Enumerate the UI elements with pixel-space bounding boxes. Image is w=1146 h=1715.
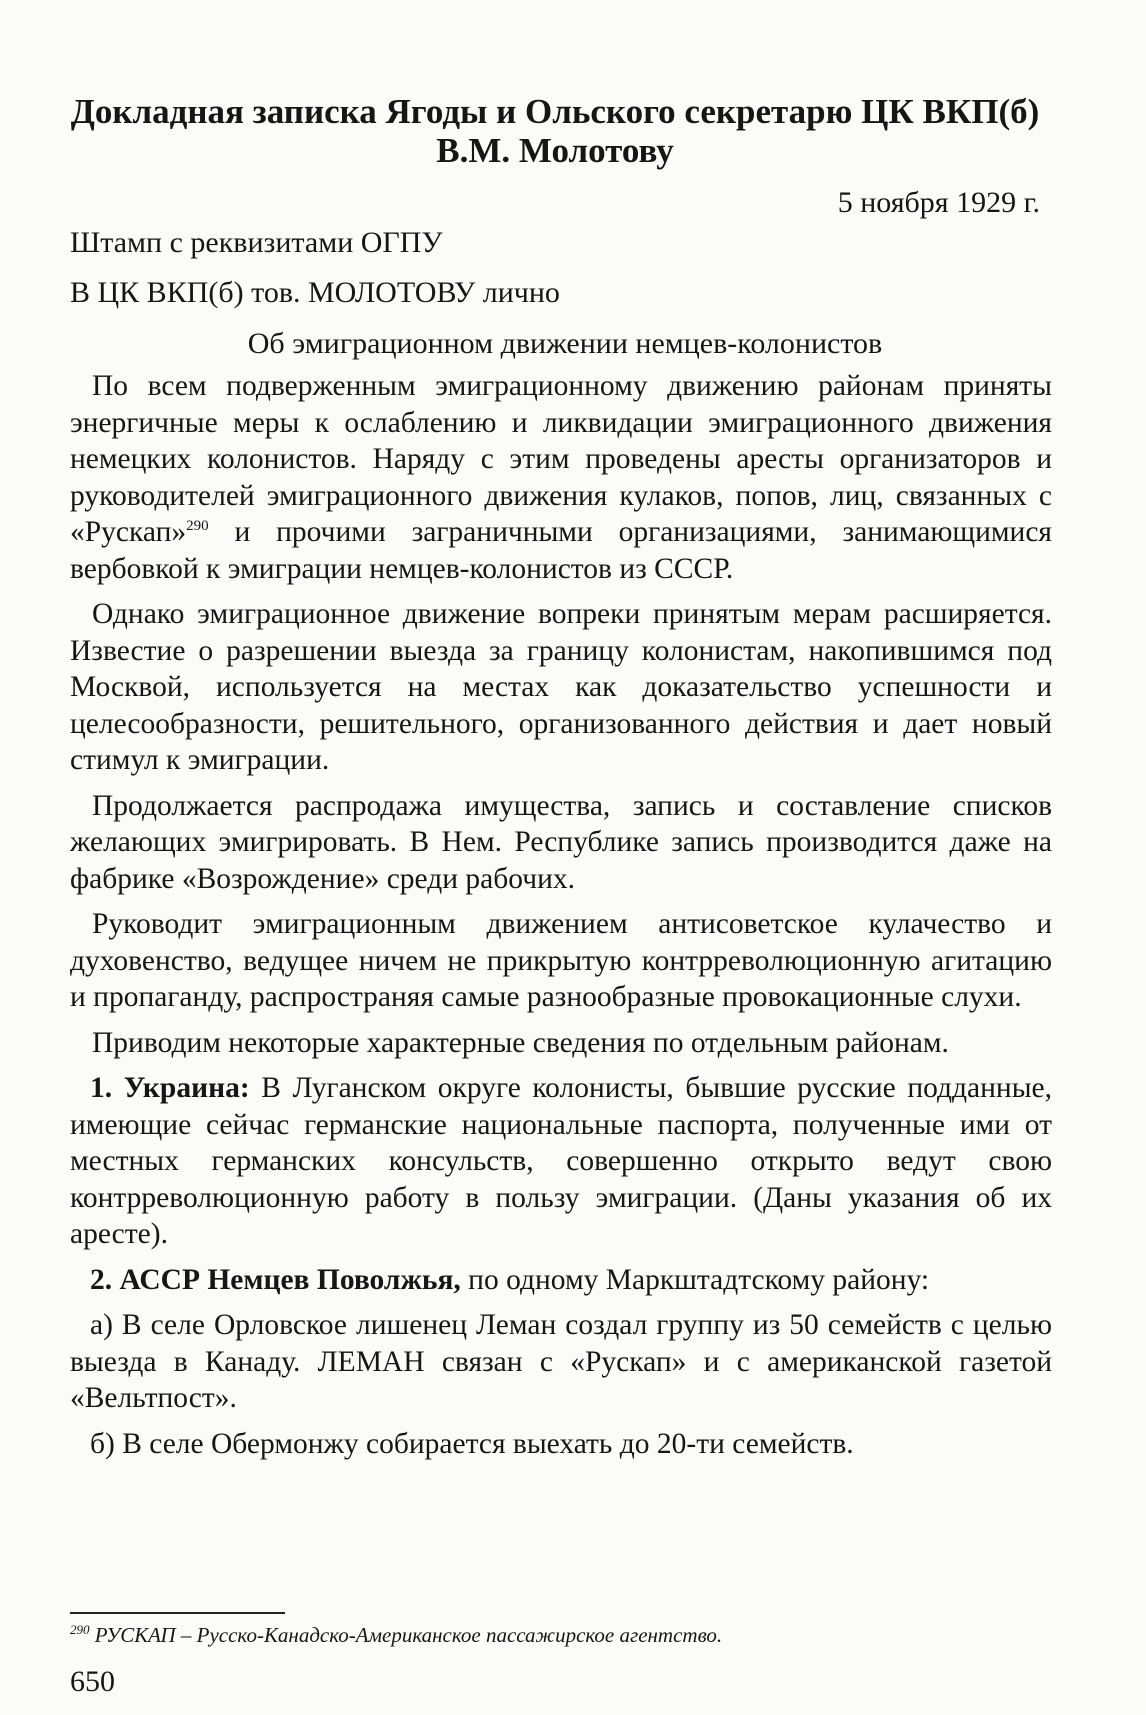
document-title: [60, 92, 1050, 170]
paragraph-item-a: а) В селе Орловское лишенец Леман создал группу из 50 семейств с целью выезда в Канаду. ЛЕМАН связан с «Рускап» и с американской газетой «Вельтпост».: [70, 1309, 1052, 1414]
footnote-number: 290: [70, 1622, 90, 1637]
footnote-divider: [70, 1612, 285, 1614]
document-body: [70, 368, 1052, 1471]
paragraph-1-text-a: По всем подверженным эмиграционному движению районам приняты энергичные меры к ослаблению и ликвидации эмиграционного движения немецких колонистов. Наряду с этим проведены аресты организаторов и руководителей эмиграционного движения кулаков, попов, лиц, связанных с «Рускап»: [70, 370, 1052, 548]
document-date: 5 ноября 1929 г.: [837, 186, 1040, 219]
paragraph-item-b: б) В селе Обермонжу собирается выехать до 20-ти семейств.: [90, 1427, 854, 1460]
footnote: [70, 1623, 722, 1648]
paragraph-4: Руководит эмиграционным движением антисоветское кулачество и духовенство, ведущее ничем не прикрытую контрреволюционную агитацию и пропаганду, распространяя самые разнообразные провокационные слухи.: [70, 908, 1052, 1013]
paragraph-ukraine: [70, 1070, 1052, 1253]
ukraine-text: В Луганском округе колонисты, бывшие русские подданные, имеющие сейчас германские национальные паспорта, полученные ими от местных германских консульств, совершенно открыто ведут свою контрреволюционную работу в пользу эмиграции. (Даны указания об их аресте).: [70, 1072, 1052, 1250]
stamp-note: Штамп с реквизитами ОГПУ: [70, 226, 443, 259]
title-line-2: В.М. Молотову: [436, 131, 674, 170]
footnote-ref: 290: [186, 518, 209, 535]
volga-label: 2. АССР Немцев Поволжья,: [90, 1263, 461, 1296]
volga-text: по одному Маркштадтскому району:: [460, 1263, 930, 1296]
paragraph-2: Однако эмиграционное движение вопреки принятым мерам расширяется. Известие о разрешении выезда за границу колонистам, накопившимся под Москвой, используется на местах как доказательство успешности и целесообразности, решительного, организованного действия и дает новый стимул к эмиграции.: [70, 598, 1052, 776]
subject-line: Об эмиграционном движении немцев-колонистов: [247, 327, 883, 360]
paragraph-5: Приводим некоторые характерные сведения по отдельным районам.: [92, 1026, 949, 1059]
paragraph-1: [70, 368, 1052, 587]
paragraph-3: Продолжается распродажа имущества, запись и составление списков желающих эмигрировать. В Нем. Республике запись производится даже на фабрике «Возрождение» среди рабочих.: [70, 789, 1052, 895]
addressee: В ЦК ВКП(б) тов. МОЛОТОВУ лично: [70, 276, 560, 309]
page-number: 650: [70, 1665, 115, 1698]
paragraph-1-text-b: и прочими заграничными организациями, занимающимися вербовкой к эмиграции немцев-колонистов из СССР.: [70, 516, 1052, 585]
paragraph-volga: [70, 1262, 1052, 1299]
footnote-text: РУСКАП – Русско-Канадско-Американское пассажирское агентство.: [89, 1623, 723, 1647]
title-line-1: Докладная записка Ягоды и Ольского секретарю ЦК ВКП(б): [70, 92, 1040, 131]
ukraine-label: 1. Украина:: [90, 1072, 250, 1104]
